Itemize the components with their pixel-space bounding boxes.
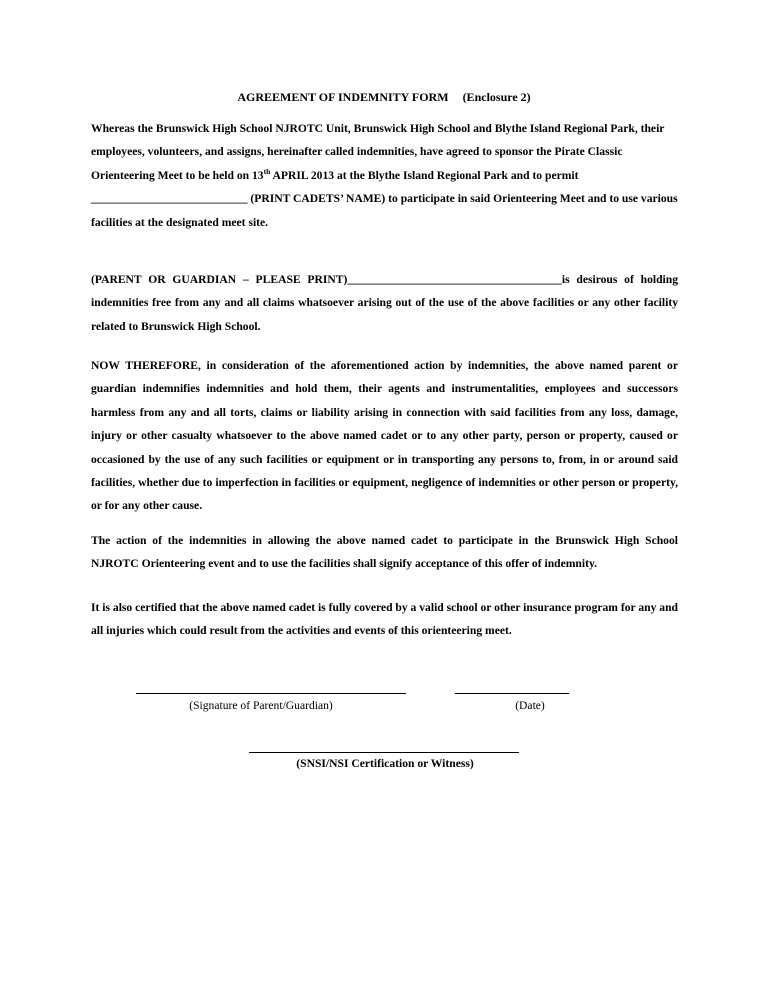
paragraph-action: The action of the indemnities in allowing the above named cadet to participate in the Brunswick High School NJROTC Orienteering event and to use the facilities shall signify acceptance of this offer of indemnity. <box>91 534 678 571</box>
parent-signature-label: (Signature of Parent/Guardian) <box>189 699 333 712</box>
paragraph-now-therefore: NOW THEREFORE, in consideration of the aforementioned action by indemnities, the above named parent or guardian indemnifies indemnities and hold them, their agents and instrumentalities, employees and successors harmless from any and all torts, claims or liability arising in connection with said facilities from any loss, damage, injury or other casualty whatsoever to the above named cadet or to any other party, person or property, caused or occasioned by the use of any such facilities or equipment or in transporting any persons to, from, in or around said facilities, whether due to imperfection in facilities or equipment, negligence of indemnities or other person or property, or for any other cause. <box>91 359 678 513</box>
paragraph-whereas <box>91 117 678 234</box>
paragraph-certification: It is also certified that the above named cadet is fully covered by a valid school or other insurance program for any and all injuries which could result from the activities and events of this orienteering meet. <box>91 601 678 638</box>
parent-signature-line <box>136 693 406 694</box>
witness-signature-label: (SNSI/NSI Certification or Witness) <box>296 757 474 770</box>
date-line <box>455 693 569 694</box>
witness-signature-line <box>249 752 519 753</box>
paragraph-whereas-part2: APRIL 2013 at the Blythe Island Regional Park and to permit ___________________________ (PRINT CADETS’ NAME) to participate in said Orienteering Meet and to use various facilities at the designated meet site. <box>91 168 678 229</box>
paragraph-parent-guardian: (PARENT OR GUARDIAN – PLEASE PRINT)_____________________________________is desirous of holding indemnities free from any and all claims whatsoever arising out of the use of the above facilities or any other facility related to Brunswick High School. <box>91 273 678 333</box>
form-title-text: AGREEMENT OF INDEMNITY FORM <box>237 90 449 104</box>
form-title <box>0 90 768 105</box>
enclosure-label: (Enclosure 2) <box>462 90 531 104</box>
date-label: (Date) <box>515 699 545 712</box>
paragraph-whereas-part1: Whereas the Brunswick High School NJROTC Unit, Brunswick High School and Blythe Island Regional Park, their employees, volunteers, and assigns, hereinafter called indemnities, have agreed to sponsor the Pirate Classic Orienteering Meet to be held on 13 <box>91 122 665 182</box>
ordinal-suffix: th <box>263 166 271 176</box>
